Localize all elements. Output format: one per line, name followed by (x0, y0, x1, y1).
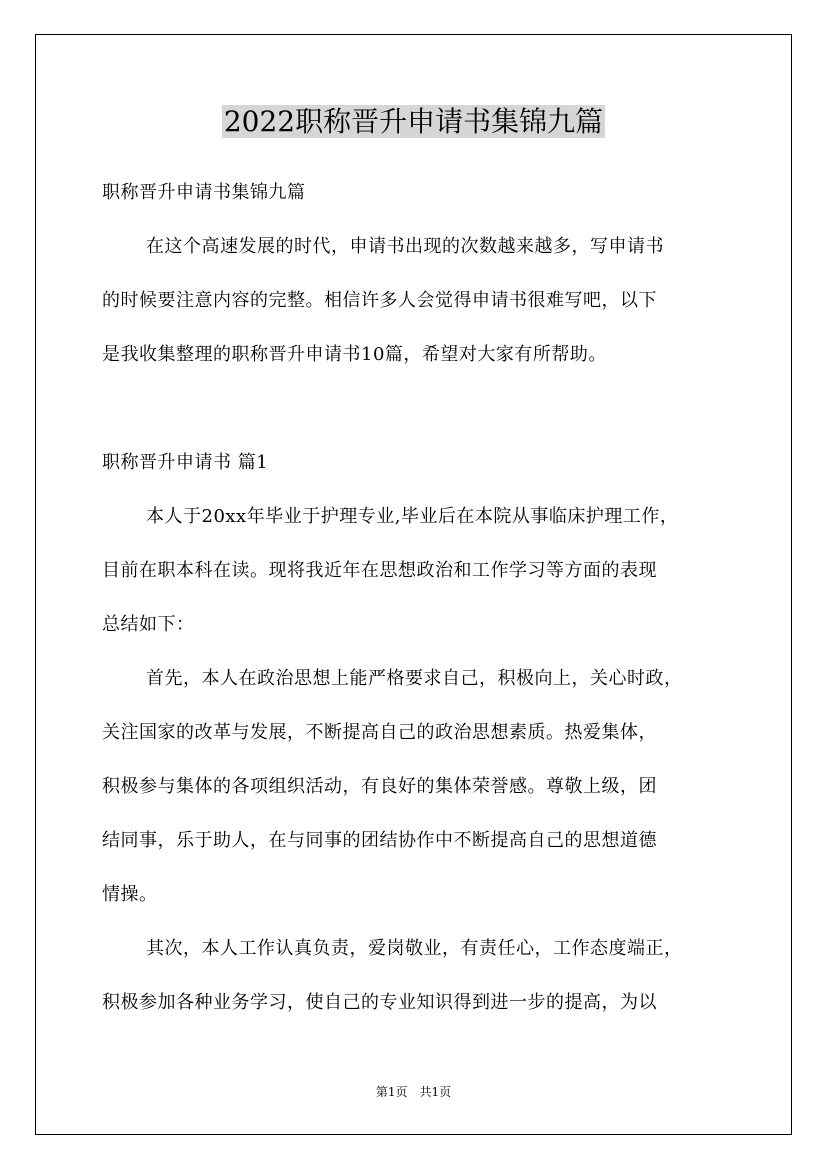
paragraph-line: 在这个高速发展的时代，申请书出现的次数越来越多，写申请书 (146, 236, 664, 257)
page-number-footer: 第1页 共1页 (375, 1085, 452, 1099)
document-title (0, 100, 827, 144)
subtitle-line: 职称晋升申请书集锦九篇 (102, 182, 306, 203)
document-title-text: 2022职称晋升申请书集锦九篇 (223, 105, 604, 138)
document-body (102, 175, 732, 1021)
paragraph-line: 首先，本人在政治思想上能严格要求自己，积极向上，关心时政， (146, 668, 683, 689)
paragraph-line: 积极参与集体的各项组织活动，有良好的集体荣誉感。尊敬上级，团 (102, 776, 657, 797)
paragraph-line: 关注国家的改革与发展，不断提高自己的政治思想素质。热爱集体， (102, 722, 657, 743)
section-heading: 职称晋升申请书 篇1 (102, 452, 269, 473)
paragraph-line: 积极参加各种业务学习，使自己的专业知识得到进一步的提高，为以 (102, 992, 657, 1013)
paragraph-line: 本人于20xx年毕业于护理专业,毕业后在本院从事临床护理工作， (146, 506, 679, 527)
paragraph-line: 情操。 (102, 884, 158, 905)
paragraph-line: 目前在职本科在读。现将我近年在思想政治和工作学习等方面的表现 (102, 560, 657, 581)
paragraph-line: 结同事，乐于助人，在与同事的团结协作中不断提高自己的思想道德 (102, 830, 657, 851)
paragraph-line: 其次，本人工作认真负责，爱岗敬业，有责任心，工作态度端正， (146, 938, 683, 959)
paragraph-line: 总结如下： (102, 614, 195, 635)
paragraph-line: 的时候要注意内容的完整。相信许多人会觉得申请书很难写吧，以下 (102, 290, 657, 311)
paragraph-line: 是我收集整理的职称晋升申请书10篇，希望对大家有所帮助。 (102, 344, 607, 365)
